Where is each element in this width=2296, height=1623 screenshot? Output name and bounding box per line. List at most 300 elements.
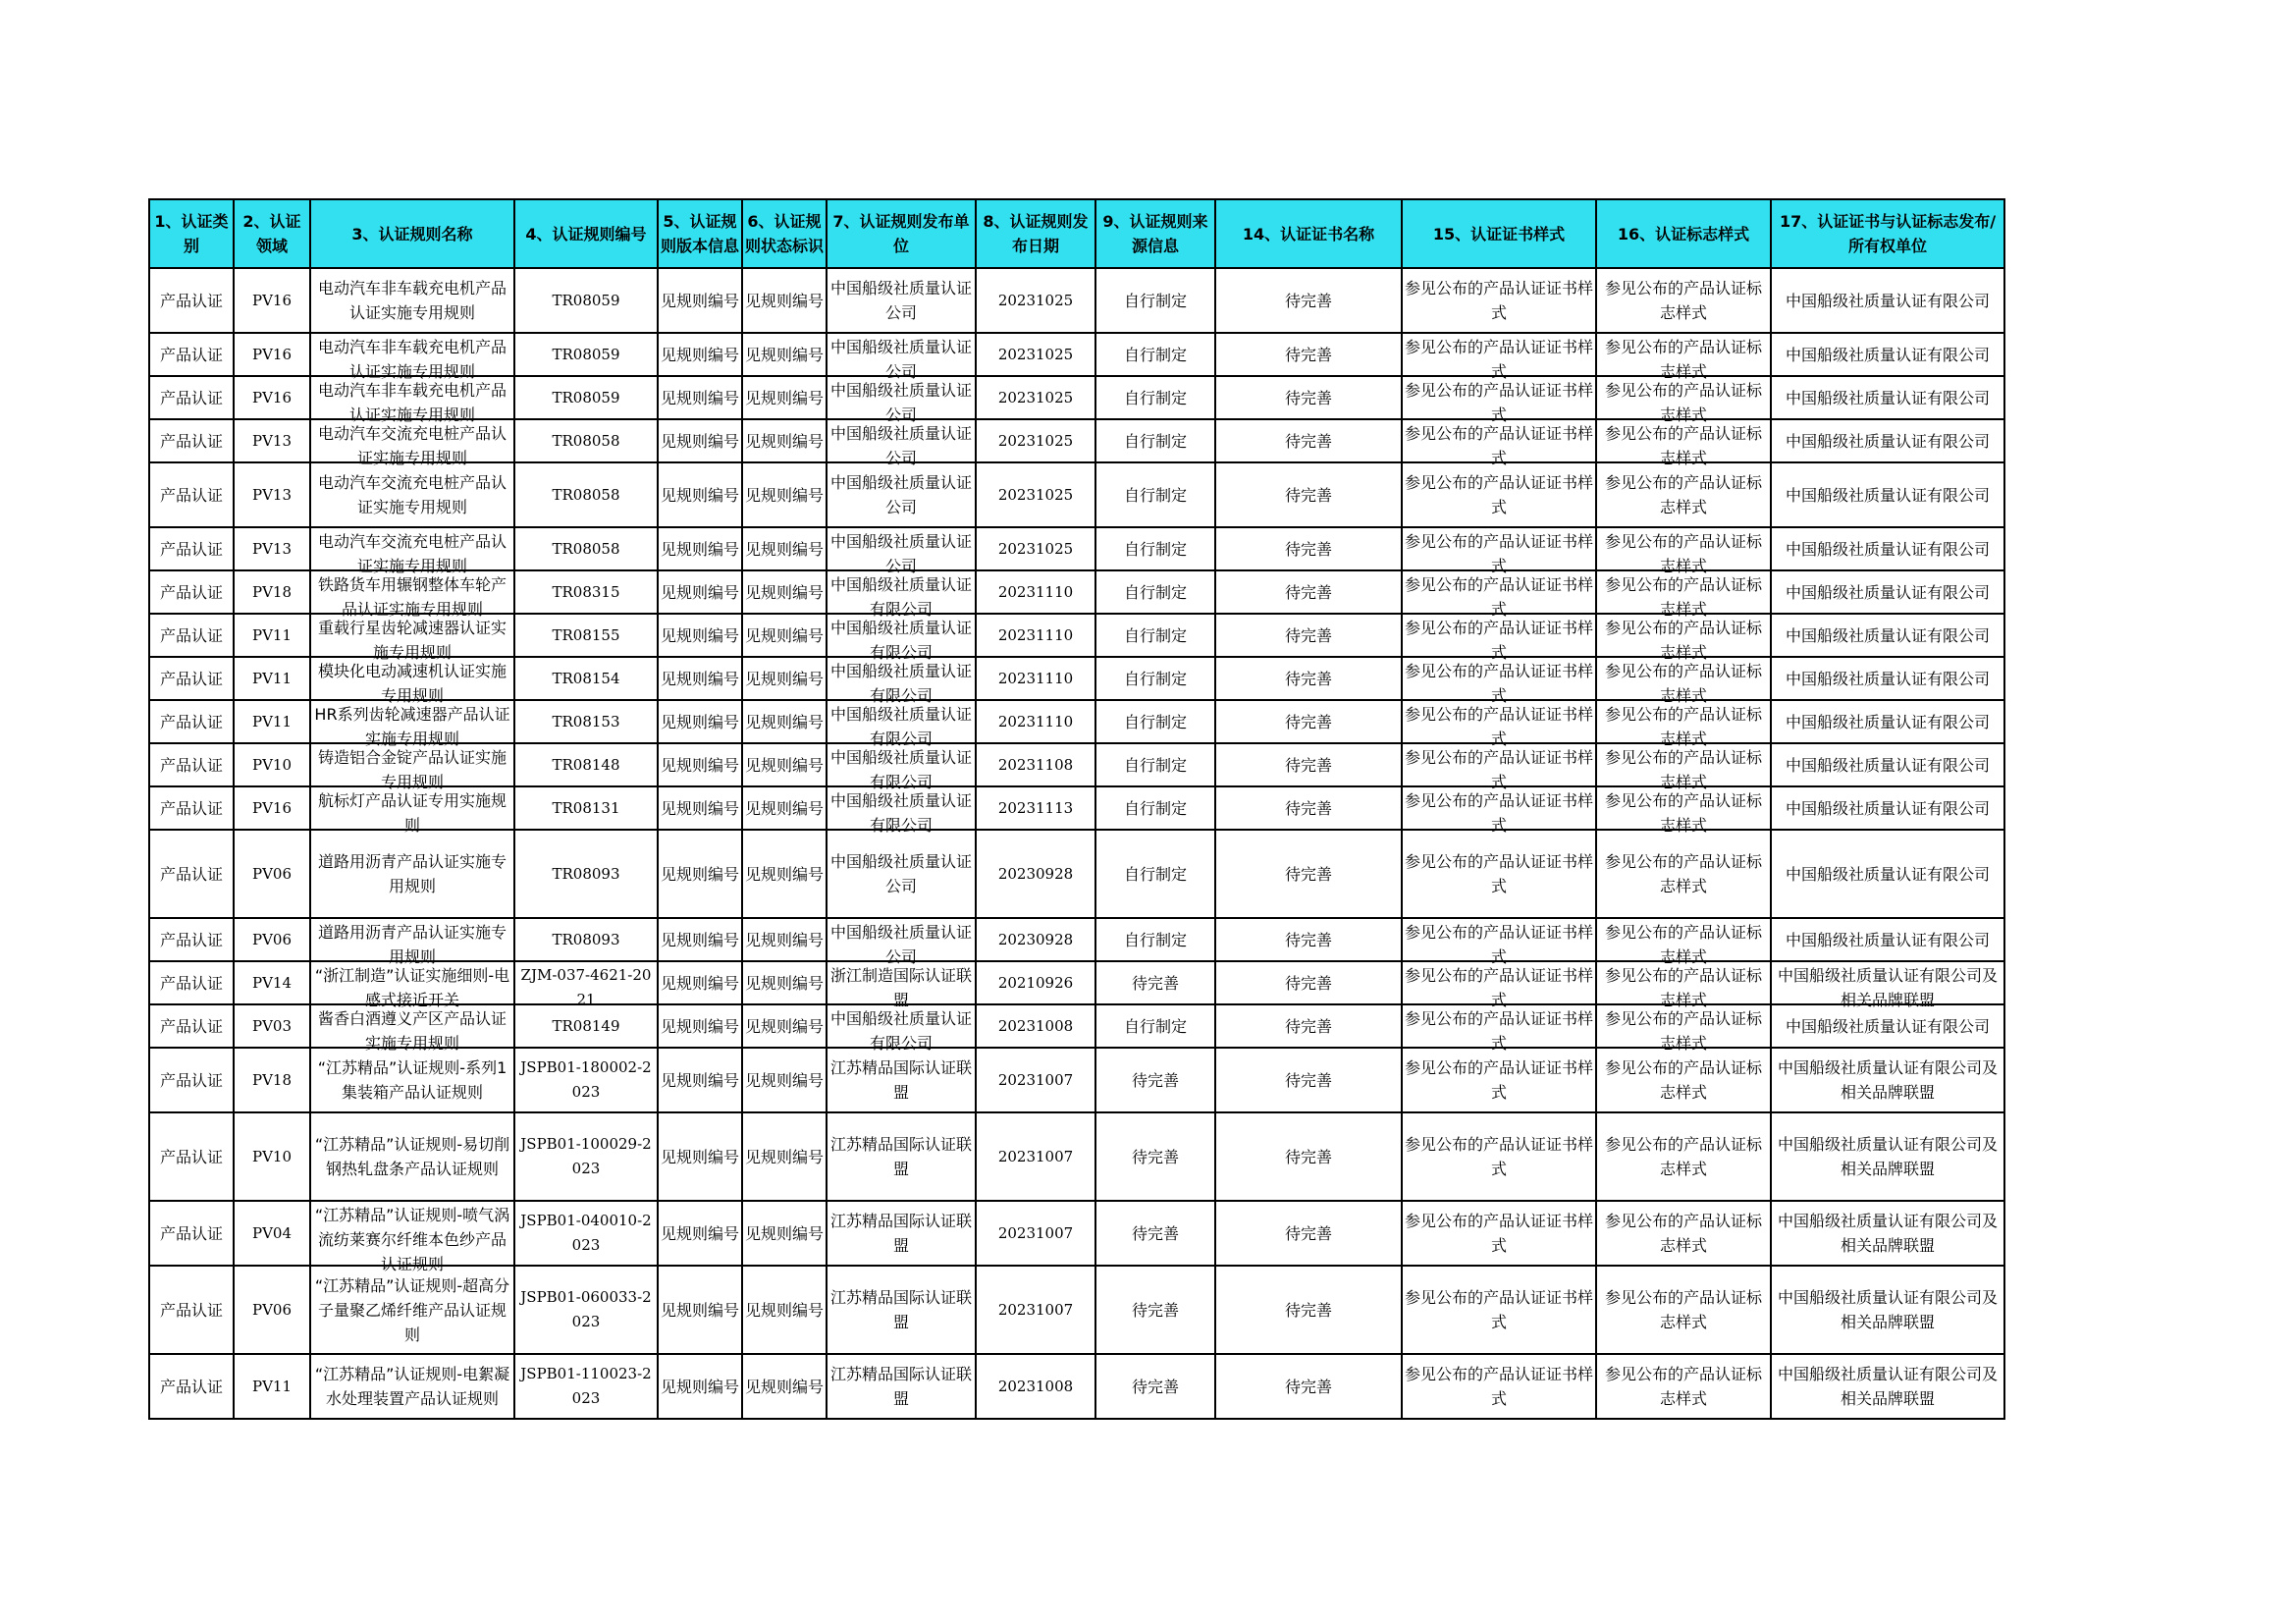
cell-owner [1771,786,2004,830]
cell-rule-name-text: 模块化电动减速机认证实施专用规则 [317,662,507,705]
cell-source-info [1095,700,1215,743]
cell-publish-date-text: 20231110 [997,582,1074,601]
cell-category-text: 产品认证 [159,485,223,505]
cell-publisher [827,1354,976,1419]
table-row [149,1201,2004,1266]
cell-certificate-name-text: 待完善 [1284,973,1332,993]
cell-publisher-text: 江苏精品国际认证联盟 [829,1212,972,1255]
cell-version-info [658,268,742,333]
cell-publish-date [976,830,1095,918]
cell-publish-date [976,376,1095,419]
cell-publisher [827,918,976,966]
cell-mark-style-text: 参见公布的产品认证标志样式 [1604,1009,1762,1053]
cell-certificate-name [1215,961,1402,1004]
cell-rule-number-text: TR08059 [552,345,620,363]
cell-certificate-style-text: 参见公布的产品认证证书样式 [1405,1135,1594,1178]
cell-category [149,961,234,1004]
cell-rule-name [310,743,514,791]
cell-certificate-name-text: 待完善 [1284,1223,1332,1243]
cell-domain-text: PV11 [251,1377,292,1395]
cell-category [149,657,234,700]
cell-status-flag [742,700,827,743]
cell-version-info-text: 见规则编号 [661,388,740,407]
cell-rule-number-text: TR08093 [552,864,620,883]
cell-mark-style [1596,268,1771,333]
cell-category-text: 产品认证 [159,345,223,364]
cell-mark-style-text: 参见公布的产品认证标志样式 [1604,381,1762,424]
cell-category [149,570,234,614]
cell-version-info [658,376,742,419]
cell-publish-date-text: 20231025 [997,388,1074,406]
cell-domain [234,1201,310,1266]
cell-certificate-name [1215,419,1402,462]
cell-publish-date-text: 20231110 [997,669,1074,687]
cell-status-flag [742,419,827,462]
table-row [149,268,2004,333]
cell-source-info [1095,657,1215,700]
col-header-publisher: 7、认证规则发布单位 [827,199,976,268]
cell-certificate-style-text: 参见公布的产品认证证书样式 [1405,791,1594,835]
cell-certificate-name-text: 待完善 [1284,485,1332,505]
cell-domain-text: PV04 [251,1223,292,1242]
cell-publisher [827,657,976,705]
cell-rule-number [514,918,658,961]
cell-status-flag-text: 见规则编号 [745,582,825,602]
col-header-domain: 2、认证领域 [234,199,310,268]
cell-publish-date [976,657,1095,700]
cell-mark-style [1596,527,1771,575]
table-row [149,1048,2004,1112]
cell-publisher [827,1004,976,1053]
cell-rule-number [514,700,658,743]
cell-owner-text: 中国船级社质量认证有限公司 [1785,930,1990,949]
cell-category-text: 产品认证 [159,669,223,688]
cell-owner [1771,1201,2004,1266]
cell-version-info [658,1004,742,1048]
cell-category [149,1112,234,1201]
cell-certificate-style-text: 参见公布的产品认证证书样式 [1405,966,1594,1009]
cell-rule-number [514,1048,658,1112]
cell-publisher-text: 中国船级社质量认证公司 [829,923,972,966]
cell-mark-style [1596,1048,1771,1112]
cell-rule-name-text: 铁路货车用辗钢整体车轮产品认证实施专用规则 [317,575,507,619]
cell-category-text: 产品认证 [159,291,223,310]
cell-certificate-name [1215,462,1402,527]
cell-certificate-style-text: 参见公布的产品认证证书样式 [1405,1212,1594,1255]
cell-rule-name-text: 电动汽车非车载充电机产品认证实施专用规则 [317,381,507,424]
cell-certificate-style-text: 参见公布的产品认证证书样式 [1405,338,1594,381]
cell-mark-style-text: 参见公布的产品认证标志样式 [1604,575,1762,619]
table-row [149,333,2004,376]
cell-certificate-name-text: 待完善 [1284,930,1332,949]
cell-rule-number [514,1201,658,1266]
cell-version-info [658,614,742,657]
cell-category [149,268,234,333]
cell-owner-text: 中国船级社质量认证有限公司 [1785,345,1990,364]
cell-mark-style [1596,1354,1771,1419]
cell-mark-style-text: 参见公布的产品认证标志样式 [1604,424,1762,467]
cell-certificate-name [1215,1354,1402,1419]
cell-source-info [1095,376,1215,419]
cell-publish-date-text: 20231008 [997,1377,1074,1395]
cell-mark-style-text: 参见公布的产品认证标志样式 [1604,338,1762,381]
cell-rule-number-text: TR08315 [552,582,620,601]
cell-version-info-text: 见规则编号 [661,539,740,559]
cell-mark-style [1596,376,1771,424]
cell-publish-date-text: 20231025 [997,485,1074,504]
cell-rule-name [310,1201,514,1273]
cell-domain-text: PV16 [251,345,292,363]
cell-category-text: 产品认证 [159,431,223,451]
cell-version-info [658,527,742,570]
cell-domain-text: PV13 [251,539,292,558]
cell-version-info-text: 见规则编号 [661,864,740,884]
cell-rule-number [514,1266,658,1354]
cell-status-flag-text: 见规则编号 [745,798,825,818]
cell-source-info-text: 自行制定 [1123,930,1187,949]
cell-source-info [1095,527,1215,570]
cell-publisher [827,1048,976,1112]
table-row [149,743,2004,786]
cell-source-info [1095,918,1215,961]
cell-status-flag-text: 见规则编号 [745,1300,825,1320]
cell-version-info [658,743,742,786]
cell-version-info-text: 见规则编号 [661,930,740,949]
cell-certificate-name-text: 待完善 [1284,798,1332,818]
cell-certificate-style [1402,830,1596,918]
cell-publish-date-text: 20231025 [997,345,1074,363]
cell-category [149,376,234,419]
cell-certificate-style-text: 参见公布的产品认证证书样式 [1405,473,1594,516]
cell-rule-number [514,657,658,700]
cell-version-info-text: 见规则编号 [661,1070,740,1090]
cell-version-info-text: 见规则编号 [661,1377,740,1396]
cell-status-flag [742,614,827,657]
cell-rule-name [310,1266,514,1354]
cell-owner [1771,1048,2004,1112]
cell-certificate-style [1402,268,1596,333]
cell-status-flag-text: 见规则编号 [745,930,825,949]
cell-rule-name-text: 电动汽车交流充电桩产品认证实施专用规则 [317,473,507,516]
cell-certificate-style-text: 参见公布的产品认证证书样式 [1405,705,1594,748]
cell-publish-date [976,1354,1095,1419]
cell-certificate-style [1402,1004,1596,1053]
cell-source-info [1095,743,1215,786]
cell-publisher-text: 中国船级社质量认证公司 [829,532,972,575]
cell-domain-text: PV16 [251,388,292,406]
cell-version-info-text: 见规则编号 [661,582,740,602]
cell-owner-text: 中国船级社质量认证有限公司及相关品牌联盟 [1777,1365,1998,1408]
cell-publisher [827,700,976,748]
cell-mark-style [1596,657,1771,705]
cell-rule-name-text: 重载行星齿轮减速器认证实施专用规则 [317,619,507,662]
cell-category [149,614,234,657]
cell-certificate-name-text: 待完善 [1284,669,1332,688]
cell-version-info-text: 见规则编号 [661,1300,740,1320]
cell-domain-text: PV06 [251,930,292,948]
col-header-status-flag: 6、认证规则状态标识 [742,199,827,268]
cell-owner [1771,527,2004,570]
cell-publish-date [976,333,1095,376]
cell-publish-date [976,1004,1095,1048]
cell-source-info-text: 自行制定 [1123,864,1187,884]
cell-publish-date [976,918,1095,961]
cell-category [149,419,234,462]
cell-status-flag [742,1004,827,1048]
cell-rule-number [514,830,658,918]
cell-domain-text: PV06 [251,1300,292,1319]
cell-category [149,743,234,786]
cell-mark-style-text: 参见公布的产品认证标志样式 [1604,791,1762,835]
cell-publisher-text: 江苏精品国际认证联盟 [829,1135,972,1178]
cell-rule-name [310,657,514,705]
cell-certificate-name-text: 待完善 [1284,1300,1332,1320]
cell-status-flag-text: 见规则编号 [745,712,825,731]
cell-publish-date-text: 20230928 [997,864,1074,883]
cell-source-info [1095,1112,1215,1201]
cell-publisher-text: 浙江制造国际认证联盟 [829,966,972,1009]
cell-publish-date [976,1112,1095,1201]
cell-owner [1771,570,2004,614]
cell-owner-text: 中国船级社质量认证有限公司及相关品牌联盟 [1777,1212,1998,1255]
cell-version-info [658,1112,742,1201]
cell-publish-date-text: 20231113 [997,798,1074,817]
cell-status-flag [742,1112,827,1201]
cell-domain-text: PV18 [251,1070,292,1089]
cell-version-info [658,700,742,743]
cell-status-flag-text: 见规则编号 [745,345,825,364]
cell-certificate-style [1402,743,1596,791]
cell-publish-date-text: 20231025 [997,291,1074,309]
cell-rule-number [514,376,658,419]
cell-owner-text: 中国船级社质量认证有限公司 [1785,291,1990,310]
cell-source-info [1095,1201,1215,1266]
cell-version-info [658,961,742,1004]
cell-mark-style [1596,961,1771,1009]
cell-category [149,918,234,961]
cell-category [149,1354,234,1419]
cell-status-flag [742,333,827,376]
cell-owner [1771,268,2004,333]
cell-source-info-text: 自行制定 [1123,669,1187,688]
cell-certificate-style [1402,918,1596,966]
cell-rule-name [310,527,514,575]
cell-rule-name [310,462,514,527]
cell-publisher [827,333,976,381]
cell-rule-name-text: 电动汽车交流充电桩产品认证实施专用规则 [317,424,507,467]
cell-source-info-text: 自行制定 [1123,582,1187,602]
cell-certificate-style-text: 参见公布的产品认证证书样式 [1405,532,1594,575]
cell-publish-date-text: 20231007 [997,1223,1074,1242]
col-header-version-info: 5、认证规则版本信息 [658,199,742,268]
cell-version-info-text: 见规则编号 [661,1147,740,1166]
cell-source-info [1095,1354,1215,1419]
cell-publish-date [976,961,1095,1004]
cell-certificate-style-text: 参见公布的产品认证证书样式 [1405,279,1594,322]
cell-rule-name [310,830,514,918]
cell-version-info [658,657,742,700]
cell-certificate-style-text: 参见公布的产品认证证书样式 [1405,1009,1594,1053]
cell-publisher [827,527,976,575]
cell-category-text: 产品认证 [159,1223,223,1243]
cell-certificate-style [1402,786,1596,835]
cell-owner-text: 中国船级社质量认证有限公司及相关品牌联盟 [1777,1288,1998,1331]
cell-domain-text: PV18 [251,582,292,601]
cell-domain [234,419,310,462]
cell-source-info-text: 自行制定 [1123,345,1187,364]
cell-domain-text: PV16 [251,291,292,309]
cell-category [149,786,234,830]
cell-rule-name [310,419,514,467]
cell-rule-number [514,527,658,570]
cell-version-info [658,918,742,961]
cell-mark-style [1596,786,1771,835]
cell-certificate-name [1215,700,1402,743]
cell-mark-style-text: 参见公布的产品认证标志样式 [1604,923,1762,966]
cell-certificate-style [1402,1266,1596,1354]
cell-source-info-text: 自行制定 [1123,431,1187,451]
cell-rule-name [310,376,514,424]
cell-source-info-text: 待完善 [1131,1300,1179,1320]
cell-certificate-style-text: 参见公布的产品认证证书样式 [1405,662,1594,705]
cell-mark-style [1596,614,1771,662]
cell-domain-text: PV13 [251,485,292,504]
cell-rule-number [514,614,658,657]
cell-rule-name [310,1112,514,1201]
cell-category-text: 产品认证 [159,712,223,731]
cell-status-flag-text: 见规则编号 [745,1147,825,1166]
cell-domain [234,376,310,419]
cell-source-info-text: 自行制定 [1123,291,1187,310]
cell-domain-text: PV11 [251,712,292,730]
cell-certificate-style [1402,333,1596,381]
cell-source-info [1095,1266,1215,1354]
cell-certificate-style-text: 参见公布的产品认证证书样式 [1405,1365,1594,1408]
cell-owner-text: 中国船级社质量认证有限公司 [1785,625,1990,645]
cell-rule-number [514,961,658,1008]
cell-category-text: 产品认证 [159,582,223,602]
cell-mark-style [1596,1201,1771,1266]
cell-status-flag-text: 见规则编号 [745,485,825,505]
cell-rule-name [310,268,514,333]
cell-category [149,1048,234,1112]
cell-publisher [827,830,976,918]
cell-owner-text: 中国船级社质量认证有限公司 [1785,1016,1990,1036]
cell-source-info-text: 自行制定 [1123,625,1187,645]
cell-certificate-style-text: 参见公布的产品认证证书样式 [1405,381,1594,424]
cell-owner [1771,376,2004,419]
cell-mark-style-text: 参见公布的产品认证标志样式 [1604,1212,1762,1255]
cell-domain [234,786,310,830]
cell-certificate-name [1215,268,1402,333]
cell-version-info [658,786,742,830]
cell-publisher-text: 江苏精品国际认证联盟 [829,1288,972,1331]
cell-publisher [827,419,976,467]
cell-mark-style-text: 参见公布的产品认证标志样式 [1604,1365,1762,1408]
cell-owner [1771,1266,2004,1354]
table-row [149,1266,2004,1354]
cell-mark-style-text: 参见公布的产品认证标志样式 [1604,966,1762,1009]
cell-domain [234,614,310,657]
cell-status-flag-text: 见规则编号 [745,388,825,407]
cell-mark-style-text: 参见公布的产品认证标志样式 [1604,279,1762,322]
cell-status-flag-text: 见规则编号 [745,1070,825,1090]
cell-status-flag-text: 见规则编号 [745,291,825,310]
cell-rule-name-text: 航标灯产品认证专用实施规则 [317,791,507,835]
cell-source-info [1095,570,1215,614]
cell-rule-name-text: “江苏精品”认证规则-电絮凝水处理装置产品认证规则 [314,1365,510,1408]
cell-certificate-name [1215,657,1402,700]
cell-mark-style [1596,462,1771,527]
cell-rule-name-text: “江苏精品”认证规则-喷气涡流纺莱赛尔纤维本色纱产品认证规则 [314,1206,510,1273]
cell-rule-number [514,462,658,527]
cell-rule-number-text: JSPB01-060033-2023 [520,1288,652,1330]
cell-certificate-style [1402,1354,1596,1419]
cell-category-text: 产品认证 [159,930,223,949]
cell-domain [234,570,310,614]
cell-owner-text: 中国船级社质量认证有限公司 [1785,669,1990,688]
cell-certificate-name [1215,1112,1402,1201]
cell-certificate-name [1215,786,1402,830]
cell-certificate-style-text: 参见公布的产品认证证书样式 [1405,852,1594,895]
cell-rule-name [310,786,514,835]
cell-publisher [827,786,976,835]
cell-publish-date-text: 20231007 [997,1070,1074,1089]
cell-source-info-text: 待完善 [1131,1223,1179,1243]
cell-rule-number [514,786,658,830]
cell-certificate-name [1215,1266,1402,1354]
table-row [149,786,2004,830]
cell-category-text: 产品认证 [159,1300,223,1320]
cell-certificate-name-text: 待完善 [1284,388,1332,407]
cell-certificate-name [1215,570,1402,614]
cell-publish-date [976,527,1095,570]
cell-source-info-text: 自行制定 [1123,798,1187,818]
cell-owner-text: 中国船级社质量认证有限公司 [1785,485,1990,505]
cell-status-flag [742,830,827,918]
cell-domain [234,657,310,700]
cell-source-info [1095,614,1215,657]
cell-owner-text: 中国船级社质量认证有限公司 [1785,798,1990,818]
cell-publish-date-text: 20231110 [997,712,1074,730]
cell-domain [234,700,310,743]
cell-certificate-style-text: 参见公布的产品认证证书样式 [1405,1058,1594,1102]
cell-category-text: 产品认证 [159,1377,223,1396]
cell-certificate-style-text: 参见公布的产品认证证书样式 [1405,619,1594,662]
col-header-mark-style: 16、认证标志样式 [1596,199,1771,268]
cell-certificate-name-text: 待完善 [1284,1377,1332,1396]
cell-owner [1771,830,2004,918]
cell-certificate-name [1215,333,1402,376]
cell-certificate-style [1402,462,1596,527]
cell-domain-text: PV10 [251,755,292,774]
cell-certificate-style-text: 参见公布的产品认证证书样式 [1405,575,1594,619]
cell-certificate-name [1215,614,1402,657]
cell-publisher-text: 中国船级社质量认证有限公司 [829,748,972,791]
table-row [149,462,2004,527]
cell-source-info-text: 自行制定 [1123,388,1187,407]
cell-source-info [1095,1004,1215,1048]
cell-certificate-name [1215,527,1402,570]
cell-category-text: 产品认证 [159,973,223,993]
cell-certificate-name-text: 待完善 [1284,1016,1332,1036]
cell-rule-name [310,1354,514,1419]
cell-domain-text: PV16 [251,798,292,817]
cell-publish-date [976,419,1095,462]
cell-version-info-text: 见规则编号 [661,798,740,818]
cell-rule-number [514,419,658,462]
cell-owner [1771,961,2004,1009]
